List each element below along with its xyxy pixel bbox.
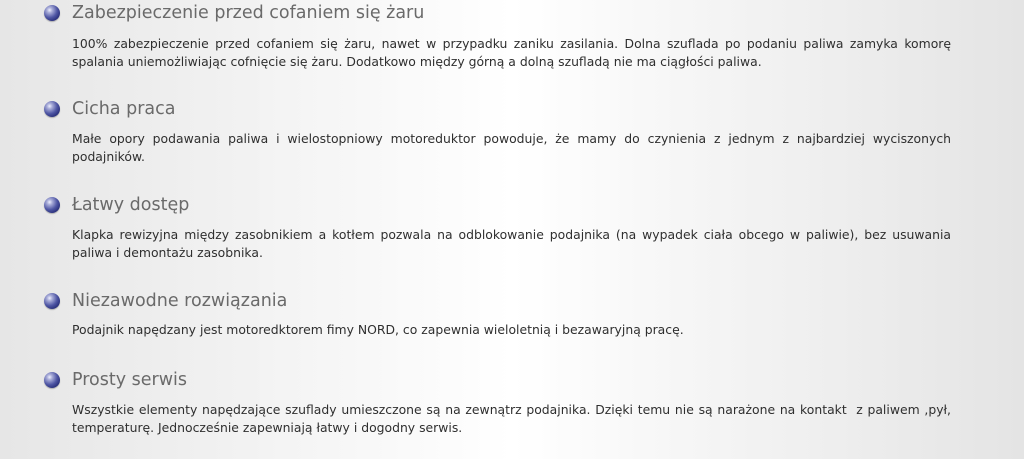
sphere-bullet-icon (44, 293, 60, 309)
feature-description: Wszystkie elementy napędzające szuflady umieszczone są na zewnątrz podajnika. Dzięki temu nie są narażone na kontakt z paliwem ,pył, temperaturę. Jednocześnie zapewniają łatwy i dogodny serwis. (72, 402, 955, 435)
feature-description: Podajnik napędzany jest motoredktorem fimy NORD, co zapewnia wieloletnią i bezawaryjną pracę. (72, 322, 684, 337)
feature-title: Niezawodne rozwiązania (72, 291, 288, 311)
sphere-bullet-icon (44, 101, 60, 117)
feature-description: Małe opory podawania paliwa i wielostopniowy motoreduktor powoduje, że mamy do czynienia z jednym z najbardziej wyciszonych podajników. (72, 131, 955, 164)
feature-title: Cicha praca (72, 99, 176, 119)
feature-title: Prosty serwis (72, 370, 188, 390)
sphere-bullet-icon (44, 372, 60, 388)
sphere-bullet-icon (44, 5, 60, 21)
feature-title: Zabezpieczenie przed cofaniem się żaru (72, 3, 425, 23)
sphere-bullet-icon (44, 197, 60, 213)
feature-description: Klapka rewizyjna między zasobnikiem a kotłem pozwala na odblokowanie podajnika (na wypadek ciała obcego w paliwie), bez usuwania paliwa i demontażu zasobnika. (72, 227, 955, 260)
feature-description: 100% zabezpieczenie przed cofaniem się żaru, nawet w przypadku zaniku zasilania. Dolna szuflada po podaniu paliwa zamyka komorę spalania uniemożliwiając cofnięcie się żaru. Dodatkowo między górną a dolną szufladą nie ma ciągłości paliwa. (72, 36, 955, 69)
feature-title: Łatwy dostęp (72, 195, 190, 215)
